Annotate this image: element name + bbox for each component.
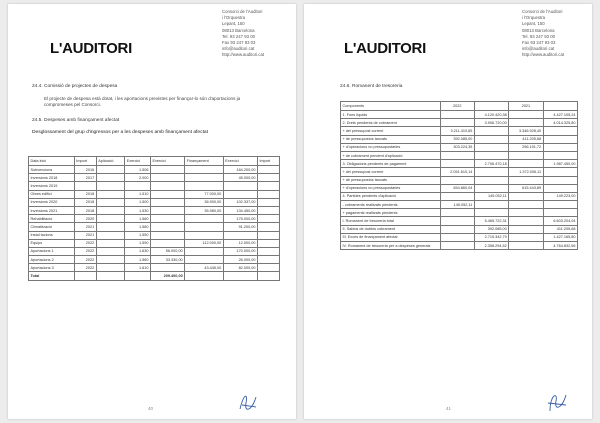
header-cell: Import xyxy=(74,157,96,166)
table-cell xyxy=(223,272,257,280)
header-cell: Exercici xyxy=(125,157,151,166)
table-cell xyxy=(257,223,279,231)
address-line: Tel. 93 247 93 00 xyxy=(522,33,555,39)
address-block xyxy=(222,9,264,59)
table-cell xyxy=(150,166,184,174)
table-cell: 56.000,00 xyxy=(150,247,184,255)
table-cell: 1.500 xyxy=(125,198,151,206)
table-cell xyxy=(150,182,184,190)
table-row xyxy=(341,209,578,217)
address-line: info@auditori.cat xyxy=(522,46,555,52)
table-cell: 102.337,00 xyxy=(223,198,257,206)
table-cell: 145.052,11 xyxy=(440,201,474,209)
table-cell: 2017 xyxy=(74,174,96,182)
table-cell: 4. Partides pendents d'aplicació xyxy=(341,192,441,200)
table-cell xyxy=(543,151,577,159)
table-row xyxy=(29,231,280,239)
table-cell: 2.358.294,52 xyxy=(474,242,508,250)
table-cell: Climatització xyxy=(29,223,75,231)
table-cell: Subvencions xyxy=(29,166,75,174)
table-cell: 4.764.832,56 xyxy=(543,242,577,250)
table-cell xyxy=(223,190,257,198)
table-cell xyxy=(543,209,577,217)
section-heading: 24.6. Romanent de tresoreria xyxy=(340,84,403,89)
table-cell xyxy=(543,127,577,135)
table-cell: Aportacions 3 xyxy=(29,264,75,272)
table-cell: 303.224,35 xyxy=(440,143,474,151)
table-row xyxy=(341,168,578,176)
table-cell: 1.560 xyxy=(125,215,151,223)
table-cell: Equips xyxy=(29,239,75,247)
table-cell: 12.000,00 xyxy=(223,239,257,247)
table-cell: 164.200,00 xyxy=(223,166,257,174)
table-cell: 4.427.105,24 xyxy=(543,111,577,119)
table-cell xyxy=(257,166,279,174)
header-cell: Components xyxy=(341,102,441,111)
table-cell xyxy=(474,143,508,151)
table-cell xyxy=(125,182,151,190)
table-cell xyxy=(440,119,474,127)
table-cell xyxy=(96,272,125,280)
table-cell xyxy=(185,223,224,231)
table-row xyxy=(29,223,280,231)
table-cell xyxy=(96,182,125,190)
table-cell xyxy=(440,242,474,250)
document-page-left xyxy=(8,4,296,419)
table-row xyxy=(29,239,280,247)
table-cell: 3. Obligacions pendents de pagament xyxy=(341,160,441,168)
table-cell: 654.860,04 xyxy=(440,184,474,192)
table-cell xyxy=(474,184,508,192)
table-cell: 175.000,00 xyxy=(223,215,257,223)
table-cell xyxy=(509,176,543,184)
table-cell xyxy=(440,217,474,225)
table-cell xyxy=(150,174,184,182)
table-cell: 2020 xyxy=(74,215,96,223)
table-cell: 1.530 xyxy=(125,206,151,214)
table-cell: Instal·lacions xyxy=(29,231,75,239)
table-cell xyxy=(96,174,125,182)
table-cell: 1.590 xyxy=(125,239,151,247)
table-cell xyxy=(96,256,125,264)
table-cell xyxy=(543,135,577,143)
table-cell xyxy=(257,206,279,214)
table-cell: 2016 xyxy=(74,166,96,174)
signature xyxy=(236,389,262,415)
table-cell xyxy=(223,231,257,239)
table-row xyxy=(29,198,280,206)
header-cell: Aplicació xyxy=(96,157,125,166)
table-cell xyxy=(509,119,543,127)
table-row xyxy=(341,233,578,241)
table-cell xyxy=(440,151,474,159)
table-cell: 2.715.342,79 xyxy=(474,233,508,241)
table-cell xyxy=(74,182,96,190)
table-cell xyxy=(185,174,224,182)
header-cell: Exercici xyxy=(223,157,257,166)
table-cell: 149.223,00 xyxy=(543,192,577,200)
table-cell xyxy=(150,239,184,247)
table-cell: 82.000,00 xyxy=(223,264,257,272)
table-row xyxy=(29,174,280,182)
header-cell: Import xyxy=(257,157,279,166)
table-cell: + de cobrament pendent d'aplicació xyxy=(341,151,441,159)
table-cell xyxy=(150,231,184,239)
signature xyxy=(544,389,570,415)
table-cell: 1.610 xyxy=(125,264,151,272)
address-line: http://www.auditori.cat xyxy=(522,52,565,58)
table-row xyxy=(341,176,578,184)
table-cell xyxy=(509,192,543,200)
table-cell xyxy=(474,176,508,184)
table-cell: 2018 xyxy=(74,206,96,214)
table-row xyxy=(29,215,280,223)
table-cell: 1.550 xyxy=(125,231,151,239)
table-cell: 2.051.610,14 xyxy=(440,168,474,176)
table-cell xyxy=(185,256,224,264)
table-row xyxy=(341,143,578,151)
table-cell: 2022 xyxy=(74,264,96,272)
table-cell xyxy=(509,201,543,209)
table-row xyxy=(29,256,280,264)
table-cell: 2. Drets pendents de cobrament xyxy=(341,119,441,127)
table-cell xyxy=(474,168,508,176)
header-cell xyxy=(474,102,508,111)
table-cell xyxy=(257,231,279,239)
table-cell: 615.443,89 xyxy=(509,184,543,192)
table-cell xyxy=(543,184,577,192)
table-cell xyxy=(257,239,279,247)
table-row xyxy=(341,135,578,143)
table-cell xyxy=(257,215,279,223)
address-line: Lepant, 150 xyxy=(222,21,245,27)
section-heading: 24.4. Comissió de projectes de despesa xyxy=(32,84,118,89)
table-cell: 392.085,00 xyxy=(474,225,508,233)
table-cell xyxy=(96,206,125,214)
table-row xyxy=(341,217,578,225)
page-number: 41 xyxy=(446,406,452,411)
table-cell: Inversions 2019 xyxy=(29,182,75,190)
table-cell xyxy=(96,215,125,223)
table-cell xyxy=(257,182,279,190)
table-cell xyxy=(185,182,224,190)
table-cell xyxy=(150,264,184,272)
header-cell: Exercici xyxy=(150,157,184,166)
table-row xyxy=(341,225,578,233)
table-cell: 3.906.720,00 xyxy=(474,119,508,127)
paragraph: Desglossament del grup d'ingressos per a les despeses amb finançament afectat xyxy=(32,130,209,135)
table-cell xyxy=(257,247,279,255)
table-cell: 2.706.470,18 xyxy=(474,160,508,168)
table-cell: 1. Fons líquids xyxy=(341,111,441,119)
table-cell xyxy=(543,201,577,209)
table-cell xyxy=(474,151,508,159)
table-cell xyxy=(474,127,508,135)
table-cell xyxy=(474,201,508,209)
affected-financing-table xyxy=(28,156,280,281)
table-cell: 3.211.410,65 xyxy=(440,127,474,135)
address-line: 08013 Barcelona xyxy=(222,27,255,33)
table-cell xyxy=(125,272,151,280)
table-cell: 6.603.204,04 xyxy=(543,217,577,225)
section-heading: 24.5. Despeses amb finançament afectat xyxy=(32,118,120,123)
table-row xyxy=(341,242,578,250)
table-cell: 2018 xyxy=(74,198,96,206)
table-cell xyxy=(509,225,543,233)
table-cell: Rehabilitació xyxy=(29,215,75,223)
address-line: http://www.auditori.cat xyxy=(222,52,265,58)
table-cell: + del pressupost corrent xyxy=(341,127,441,135)
table-cell xyxy=(150,206,184,214)
address-line: Lepant, 150 xyxy=(522,21,545,27)
table-cell xyxy=(440,233,474,241)
table-cell: 43.445,00 xyxy=(185,264,224,272)
table-row xyxy=(29,264,280,272)
table-cell xyxy=(185,247,224,255)
table-cell: Obres edifici xyxy=(29,190,75,198)
table-cell xyxy=(440,176,474,184)
table-cell: Inversions 2018 xyxy=(29,174,75,182)
table-cell xyxy=(543,176,577,184)
table-cell: 209.400,00 xyxy=(150,272,184,280)
table-cell xyxy=(96,231,125,239)
table-cell xyxy=(257,272,279,280)
header-cell xyxy=(543,102,577,111)
table-cell: Aportacions 2 xyxy=(29,256,75,264)
table-cell: 1.580 xyxy=(125,223,151,231)
auditori-logo: L'AUDITORI xyxy=(50,40,132,57)
table-cell: 1.560 xyxy=(125,256,151,264)
header-cell: Data inici xyxy=(29,157,75,166)
table-row xyxy=(29,247,280,255)
table-row xyxy=(341,127,578,135)
table-cell: 2022 xyxy=(74,256,96,264)
address-line: info@auditori.cat xyxy=(222,46,255,52)
table-row xyxy=(341,184,578,192)
table-cell xyxy=(257,198,279,206)
table-cell: + de pressupostos tancats xyxy=(341,176,441,184)
table-cell: 411.205,68 xyxy=(543,225,577,233)
table-cell xyxy=(440,225,474,233)
address-line: i l'Orquestra xyxy=(222,15,246,21)
table-cell: 170.000,00 xyxy=(223,247,257,255)
table-cell: I. Romanent de tresoreria total xyxy=(341,217,441,225)
table-row xyxy=(29,272,280,280)
table-cell: 4.014.325,80 xyxy=(543,119,577,127)
table-cell: 5.465.722,31 xyxy=(474,217,508,225)
table-cell xyxy=(474,135,508,143)
table-cell: 411.205,68 xyxy=(509,135,543,143)
table-cell xyxy=(223,182,257,190)
table-cell: 3.346.928,40 xyxy=(509,127,543,135)
table-row xyxy=(29,182,280,190)
page-number: 40 xyxy=(148,406,154,411)
table-cell: 1.427.165,80 xyxy=(543,233,577,241)
table-cell xyxy=(543,143,577,151)
table-cell: Aportacions 1 xyxy=(29,247,75,255)
address-line: Fax 93 247 93 03 xyxy=(222,40,256,46)
auditori-logo: L'AUDITORI xyxy=(344,40,426,57)
table-cell: III. Excés de finançament afectat xyxy=(341,233,441,241)
table-row xyxy=(29,206,280,214)
table-cell: 1.372.006,11 xyxy=(509,168,543,176)
table-cell xyxy=(96,247,125,255)
address-line: Tel. 93 247 93 00 xyxy=(222,33,255,39)
table-cell: 45.000,00 xyxy=(223,174,257,182)
table-cell xyxy=(543,168,577,176)
table-cell xyxy=(150,215,184,223)
table-cell: 2021 xyxy=(74,231,96,239)
table-cell: 2022 xyxy=(74,239,96,247)
table-cell: 36.900,00 xyxy=(185,198,224,206)
table-cell xyxy=(440,111,474,119)
table-cell xyxy=(509,209,543,217)
table-cell: 1.506 xyxy=(125,166,151,174)
table-cell: Total xyxy=(29,272,75,280)
address-line: i l'Orquestra xyxy=(522,15,546,21)
table-cell xyxy=(96,239,125,247)
table-cell xyxy=(150,223,184,231)
address-line: 08013 Barcelona xyxy=(522,27,555,33)
address-block xyxy=(522,9,564,59)
address-line: Consorci de l'Auditori xyxy=(522,9,563,14)
table-cell xyxy=(74,272,96,280)
table-cell xyxy=(509,151,543,159)
address-line: Consorci de l'Auditori xyxy=(222,9,263,14)
table-row xyxy=(341,160,578,168)
address-line: Fax 93 247 93 03 xyxy=(522,40,556,46)
table-row xyxy=(29,166,280,174)
header-cell: Finançament xyxy=(185,157,224,166)
table-cell xyxy=(96,198,125,206)
table-cell: 2022 xyxy=(74,247,96,255)
table-cell xyxy=(150,190,184,198)
table-cell: 33.330,00 xyxy=(150,256,184,264)
table-cell: + del pressupost corrent xyxy=(341,168,441,176)
table-row xyxy=(29,190,280,198)
table-cell: 1.987.450,00 xyxy=(543,160,577,168)
table-cell xyxy=(440,209,474,217)
table-cell: 4.120.420,38 xyxy=(474,111,508,119)
paragraph: El projecte de despesa està dotat, i les aportacions previstes per finançar-lo són d'aportacions ja compromeses pel Consorci. xyxy=(44,96,241,108)
table-cell xyxy=(185,231,224,239)
table-cell: 26.000,00 xyxy=(223,256,257,264)
header-cell: 2021 xyxy=(509,102,543,111)
table-cell xyxy=(509,242,543,250)
table-cell xyxy=(509,160,543,168)
table-cell xyxy=(440,160,474,168)
table-cell xyxy=(257,264,279,272)
table-cell: Inversions 2021 xyxy=(29,206,75,214)
treasury-remnant-table xyxy=(340,101,578,250)
table-cell: 145.052,11 xyxy=(474,192,508,200)
table-cell xyxy=(96,223,125,231)
table-cell: 256.191,72 xyxy=(509,143,543,151)
table-cell: 2021 xyxy=(74,223,96,231)
table-cell: 35.980,00 xyxy=(185,206,224,214)
table-cell: 392.085,00 xyxy=(440,135,474,143)
table-cell xyxy=(96,264,125,272)
table-cell: + d'operacions no pressupostàries xyxy=(341,184,441,192)
table-cell: + pagaments realitzats pendents xyxy=(341,209,441,217)
table-cell: IV. Romanent de tresoreria per a despeses generals xyxy=(341,242,441,250)
table-cell: 2018 xyxy=(74,190,96,198)
table-cell xyxy=(185,166,224,174)
table-cell xyxy=(257,174,279,182)
table-cell: - cobraments realitzats pendents xyxy=(341,201,441,209)
table-cell xyxy=(150,198,184,206)
table-cell: 112.000,00 xyxy=(185,239,224,247)
table-cell: + d'operacions no pressupostàries xyxy=(341,143,441,151)
table-cell: 134.450,00 xyxy=(223,206,257,214)
table-cell xyxy=(509,233,543,241)
table-row xyxy=(341,111,578,119)
header-cell: 2022 xyxy=(440,102,474,111)
table-cell xyxy=(474,209,508,217)
table-cell xyxy=(185,272,224,280)
table-cell xyxy=(509,111,543,119)
document-page-right xyxy=(304,4,592,419)
table-cell xyxy=(509,217,543,225)
table-cell xyxy=(257,256,279,264)
table-cell xyxy=(185,215,224,223)
table-row xyxy=(341,119,578,127)
table-cell: 1.630 xyxy=(125,247,151,255)
table-cell xyxy=(440,192,474,200)
table-cell: 91.200,00 xyxy=(223,223,257,231)
table-row xyxy=(341,151,578,159)
table-cell: Inversions 2020 xyxy=(29,198,75,206)
table-cell xyxy=(96,166,125,174)
table-cell: + de pressupostos tancats xyxy=(341,135,441,143)
table-cell: 1.510 xyxy=(125,190,151,198)
table-row xyxy=(341,201,578,209)
table-cell: II. Saldos de dubtós cobrament xyxy=(341,225,441,233)
table-cell xyxy=(96,190,125,198)
table-cell xyxy=(257,190,279,198)
table-cell: 2.000 xyxy=(125,174,151,182)
table-cell: 77.000,00 xyxy=(185,190,224,198)
table-row xyxy=(341,192,578,200)
